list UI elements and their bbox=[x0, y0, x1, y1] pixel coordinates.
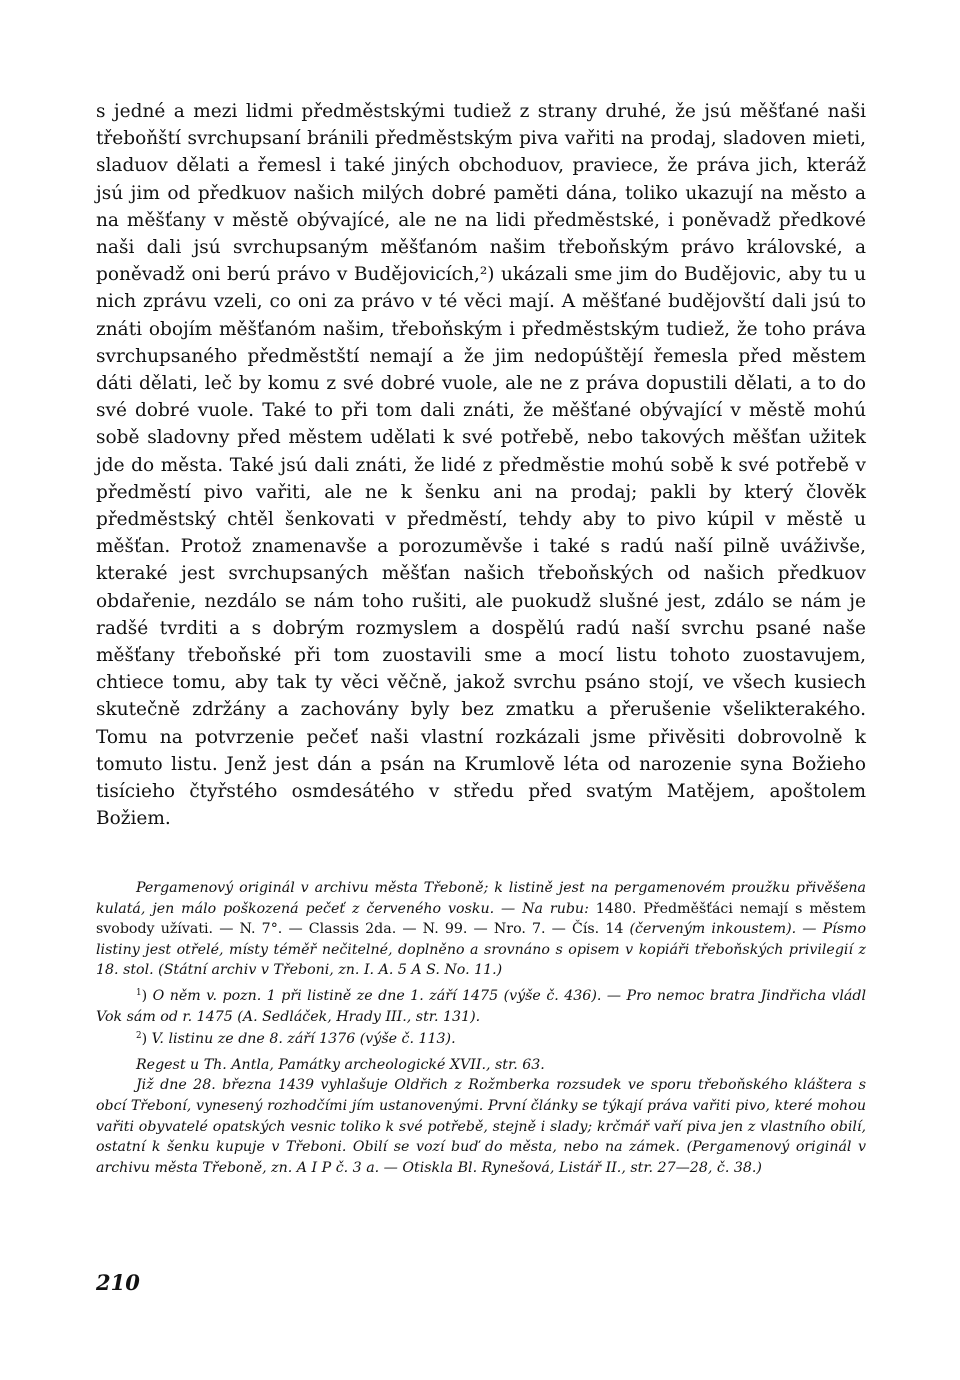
archival-description bbox=[96, 878, 866, 981]
footnote-2-marker: 2 bbox=[136, 1031, 142, 1042]
description-part3: (červeným inkoustem). — Písmo listiny jest otřelé, místy téměř nečitelné, doplněno a srovnáno s opisem v kopiáři třeboňských privilegií z 18. stol. (Státní archiv v Třeboni, zn. I. A. 5 A S. No. 11.) bbox=[96, 921, 866, 979]
footnote-2: $^2$) V. listinu ze dne 8. září 1376 (výše č. 113). bbox=[136, 1031, 456, 1048]
footnote-1-marker: 1 bbox=[136, 988, 142, 999]
page-number: 210 bbox=[96, 1270, 140, 1295]
notes-section bbox=[96, 878, 866, 1178]
description-part2: 1480. Předměšťáci nemají s městem svobody užívati. — N. 7°. — Classis 2da. — N. 99. — Nro. 7. — Čís. 14 bbox=[96, 900, 867, 938]
footnote-1-text: O něm v. pozn. 1 při listině ze dne 1. září 1475 (výše č. 436). — Pro nemoc bratra Jindřicha vládl Vok sám od r. 1475 (A. Sedláček, Hrady III., str. 131). bbox=[96, 987, 867, 1025]
footnote-1: $^1$) O něm v. pozn. 1 při listině ze dne 1. září 1475 (výše č. 436). — Pro nemoc bratra Jindřicha vládl Vok sám od r. 1475 (A. Sedláček, Hrady III., str. 131). bbox=[96, 987, 867, 1025]
remark-note: Již dne 28. března 1439 vyhlašuje Oldřich z Rožmberka rozsudek ve sporu třeboňského kláštera s obcí Třeboní, vynesený rozhodčími jím ustanovenými. První články se týkají práva vařiti pivo, které mohou vařiti obyvatelé opatských vesnic toliko k své potřebě, stejně i slady; krčmář vaří piva jen z vlastního obilí, ostatní k šenku kupuje v Třeboni. Obilí se vozí buď do města, nebo na zámek. (Pergamenový originál v archivu města Třeboně, zn. A I P č. 3 a. — Otiskla Bl. Rynešová, Listář II., str. 27—28, č. 38.) bbox=[96, 1077, 866, 1176]
regest-note: Regest u Th. Antla, Památky archeologické XVII., str. 63. bbox=[136, 1056, 545, 1073]
footnote-2-text: V. listinu ze dne 8. září 1376 (výše č. 113). bbox=[151, 1031, 456, 1048]
description-part1: Pergamenový originál v archivu města Třeboně; k listině jest na pergamenovém proužku přivěšena kulatá, jen málo poškozená pečeť z červeného vosku. — Na rubu: bbox=[96, 880, 866, 917]
main-text: s jedné a mezi lidmi předměstskými tudiež z strany druhé, že jsú měšťané naši třeboňští svrchupsaní bránili předměstským piva vařiti na prodaj, sladoven mieti, sladuov dělati a řemesl i také jiných obchoduov, praviece, že práva jich, kteráž jsú jim od předkuov našich milých dobré paměti dána, toliko ukazují na město a na měšťany v městě obývajícé, ale ne na lidi předměstské, i poněvadž předkové naši dali jsú svrchupsaným měšťanóm našim třeboňským právo královské, a poněvadž oni berú právo v Budějovicích,²) ukázali sme jim do Budějovic, aby tu u nich zprávu vzeli, co oni za právo v té věci mají. A měšťané budějovští dali jsú to znáti obojím měšťanóm našim, třeboňským i předměstským tudiež, že toho práva svrchupsaného předměstští nemají a že jim nedopúštějí řemesla před městem dáti dělati, leč by komu z své dobré vuole, ale ne z práva dopustili dělati, a to do své dobré vuole. Také to při tom dali znáti, že měšťané obývající v městě mohú sobě sladovny před městem udělati k své potřebě, nebo takových měšťan užitek jde do města. Také jsú dali znáti, že lidé z předměstie mohú sobě k své potřebě v předměstí pivo vařiti, ale ne k šenku ani na prodaj; pakli by který člověk předměstský chtěl šenkovati v předměstí, tehdy aby to pivo kúpil v městě u měšťan. Protož znamenavše a porozuměvše i také s radú naší pilně uváživše, kteraké jest svrchupsaných měšťan našich třeboňských od našich předkuov obdařenie, nezdálo se nám toho rušiti, ale puokudž slušné jest, zdálo se nám je radšé tvrditi a s dobrým rozmyslem a dospělú radú naší svrchu psané naše měšťany třeboňské při tom zuostavili sme a mocí listu tohoto zuostavujem, chtiece tomu, aby tak ty věci věčně, jakož svrchu psáno stojí, ve všech kusiech skutečně zdržány a zachovány byly bez zmatku a přerušenie všelikterakého. Tomu na potvrzenie pečeť naši vlastní rozkázali jsme přivěsiti dobrovolně k tomuto listu. Jenž jest dán a psán na Krumlově léta od narozenie syna Božieho tisícieho čtyřstého osmdesátého v středu před svatým Matějem, apoštolem Božiem. bbox=[96, 101, 866, 830]
